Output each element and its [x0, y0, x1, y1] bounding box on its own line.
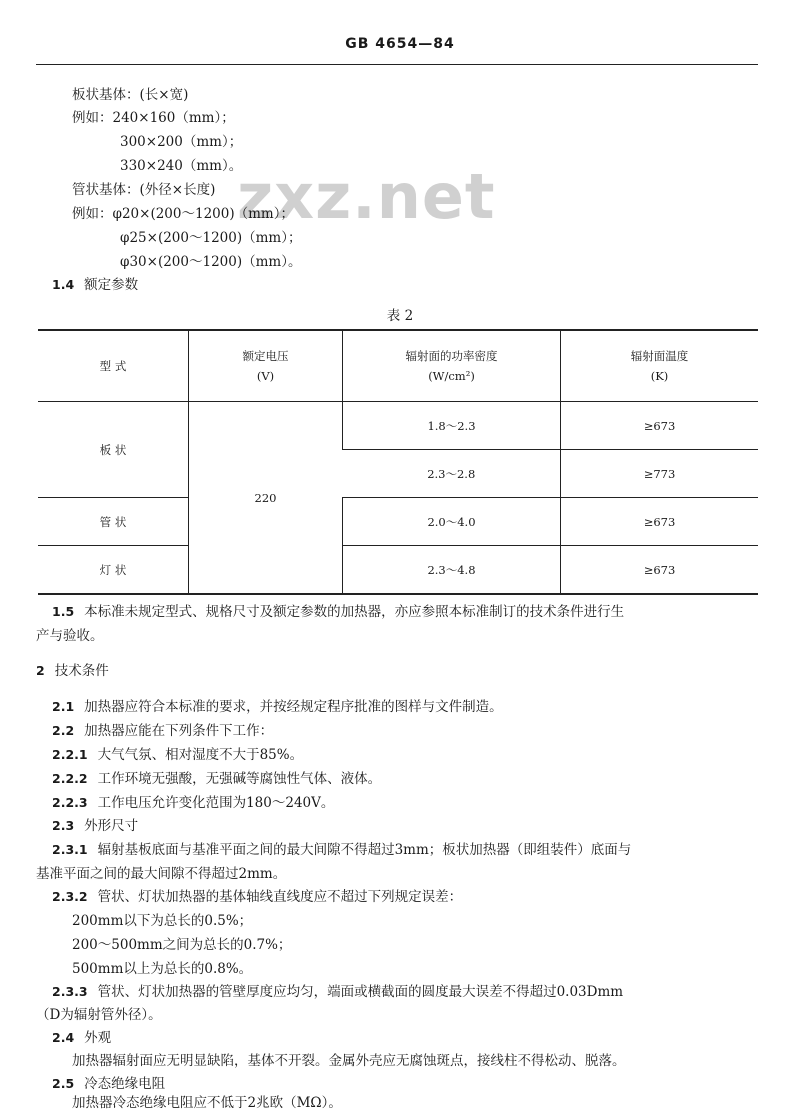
power-cell: 1.8～2.3	[343, 402, 561, 450]
text-line: 例如：φ20×(200～1200)（mm）；	[72, 206, 294, 222]
tolerance-line: 200mm以下为总长的0.5%；	[72, 913, 253, 929]
item-2-2: 2.2 加热器应能在下列条件下工作：	[52, 723, 274, 739]
power-cell: 2.3～2.8	[343, 450, 561, 498]
watermark: zxz.net	[237, 160, 496, 233]
section-1-4	[52, 276, 138, 294]
section-title: 额定参数	[84, 277, 139, 293]
text-line: 例如：240×160（mm）；	[72, 110, 235, 126]
table-row	[38, 498, 758, 546]
section-2-4: 2.4 外观	[52, 1030, 112, 1046]
section-2-5: 2.5 冷态绝缘电阻	[52, 1076, 166, 1092]
text-line: φ25×(200～1200)（mm）；	[120, 230, 302, 246]
col-header-type: 型 式	[38, 330, 189, 402]
item-2-1: 2.1 加热器应符合本标准的要求，并按经规定程序批准的图样与文件制造。	[52, 699, 503, 715]
para-2-3-2: 2.3.2 管状、灯状加热器的基体轴线直线度应不超过下列规定误差：	[52, 889, 463, 905]
para-2-3-1-line1: 2.3.1 辐射基板底面与基准平面之间的最大间隙不得超过3mm；板状加热器（即组装件）底面与	[52, 842, 632, 858]
temp-cell: ≥673	[561, 498, 759, 546]
text-line: 330×240（mm）。	[120, 158, 243, 174]
page-header: GB 4654—84	[345, 36, 455, 52]
power-cell: 2.0～4.0	[343, 498, 561, 546]
type-cell: 灯 状	[38, 546, 189, 595]
para-2-3-3-line1: 2.3.3 管状、灯状加热器的管壁厚度应均匀，端面或横截面的圆度最大误差不得超过0.03Dmm	[52, 984, 624, 1000]
para-1-5-line1: 1.5 本标准未规定型式、规格尺寸及额定参数的加热器，亦应参照本标准制订的技术条件进行生	[52, 604, 625, 620]
voltage-cell: 220	[189, 402, 343, 595]
para-2-4-text: 加热器辐射面应无明显缺陷，基体不开裂。金属外壳应无腐蚀斑点，接线柱不得松动、脱落。	[72, 1053, 626, 1069]
item-2-2-1: 2.2.1 大气气氛、相对湿度不大于85%。	[52, 747, 304, 763]
tolerance-line: 500mm以上为总长的0.8%。	[72, 961, 253, 977]
table-row	[38, 402, 758, 450]
header-rule	[36, 64, 758, 65]
table-header-row	[38, 330, 758, 402]
item-2-2-3: 2.2.3 工作电压允许变化范围为180～240V。	[52, 795, 335, 811]
temp-cell: ≥673	[561, 402, 759, 450]
temp-cell: ≥773	[561, 450, 759, 498]
para-2-3-1-line2: 基准平面之间的最大间隙不得超过2mm。	[36, 866, 287, 882]
col-header-temperature: 辐射面温度 (K)	[561, 330, 759, 402]
rated-parameters-table	[38, 329, 758, 595]
text-line: φ30×(200～1200)（mm）。	[120, 254, 302, 270]
col-header-power-density: 辐射面的功率密度 (W/cm²)	[343, 330, 561, 402]
text-line: 板状基体：(长×宽)	[72, 87, 189, 103]
text-line: 300×200（mm）；	[120, 134, 243, 150]
para-1-5-line2: 产与验收。	[36, 628, 104, 644]
section-2: 2 技术条件	[36, 663, 109, 679]
para-2-5-text: 加热器冷态绝缘电阻应不低于2兆欧（MΩ）。	[72, 1095, 342, 1111]
table-row	[38, 546, 758, 595]
type-cell: 板 状	[38, 402, 189, 498]
item-2-2-2: 2.2.2 工作环境无强酸，无强碱等腐蚀性气体、液体。	[52, 771, 382, 787]
para-2-3-3-line2: （D为辐射管外径）。	[36, 1007, 162, 1023]
power-cell: 2.3～4.8	[343, 546, 561, 595]
tolerance-line: 200～500mm之间为总长的0.7%；	[72, 937, 292, 953]
type-cell: 管 状	[38, 498, 189, 546]
section-number: 1.4	[52, 277, 75, 292]
temp-cell: ≥673	[561, 546, 759, 595]
item-2-3: 2.3 外形尺寸	[52, 818, 139, 834]
text-line: 管状基体：(外径×长度)	[72, 182, 216, 198]
table-caption: 表 2	[386, 308, 414, 324]
col-header-voltage: 额定电压 (V)	[189, 330, 343, 402]
